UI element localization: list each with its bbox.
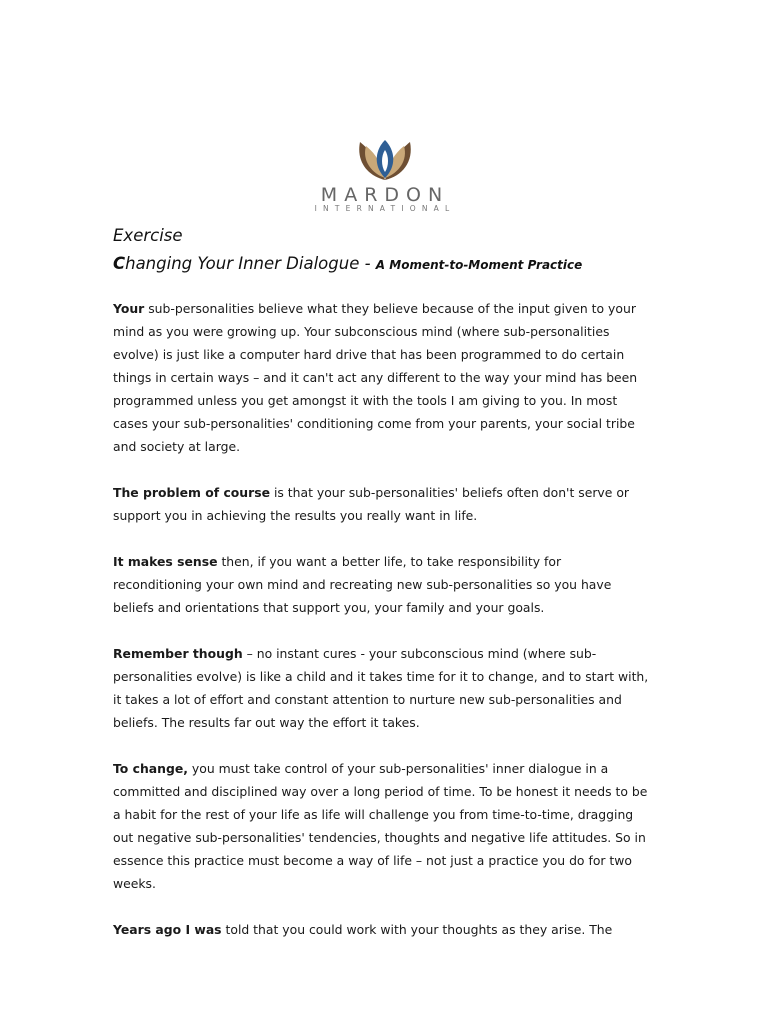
paragraph bbox=[113, 550, 653, 619]
page-title bbox=[113, 254, 653, 273]
paragraph-lead: The problem of course bbox=[113, 485, 271, 500]
paragraph-lead: It makes sense bbox=[113, 554, 218, 569]
mardon-emblem-icon bbox=[298, 136, 472, 184]
document-body bbox=[113, 226, 653, 964]
title-first-letter: C bbox=[113, 254, 126, 273]
logo-subtitle: INTERNATIONAL bbox=[314, 204, 456, 213]
paragraph-text: sub-personalities believe what they believe because of the input given to your mind as you were growing up. Your subconscious mind (where sub-personalities evolve) is just like a computer hard drive that has been programmed to do certain things in certain ways – and it can't act any different to the way your mind has been programmed unless you get amongst it with the tools I am giving to you. In most cases your sub-personalities' conditioning come from your parents, your social tribe and society at large. bbox=[113, 301, 638, 454]
paragraph bbox=[113, 757, 653, 895]
paragraph-text: you must take control of your sub-personalities' inner dialogue in a committed and disciplined way over a long period of time. To be honest it needs to be a habit for the rest of your life as life will challenge you from time-to-time, dragging out negative sub-personalities' tendencies, thoughts and negative life attitudes. So in essence this practice must become a way of life – not just a practice you do for two weeks. bbox=[113, 761, 648, 891]
paragraph-lead: Your bbox=[113, 301, 145, 316]
paragraph-lead: Remember though bbox=[113, 646, 243, 661]
title-subtitle: A Moment-to-Moment Practice bbox=[375, 258, 583, 272]
logo-wordmark: MARDON bbox=[320, 184, 450, 206]
title-text: hanging Your Inner Dialogue - bbox=[125, 254, 371, 273]
paragraph-text: told that you could work with your thoughts as they arise. The bbox=[221, 922, 613, 937]
paragraph-text: is that your sub-personalities' beliefs often don't serve or support you in achieving the results you really want in life. bbox=[113, 485, 630, 523]
paragraph-text: – no instant cures - your subconscious mind (where sub-personalities evolve) is like a child and it takes time for it to change, and to start with, it takes a lot of effort and constant attention to nurture new sub-personalities and beliefs. The results far out way the effort it takes. bbox=[113, 646, 649, 730]
paragraph-text: then, if you want a better life, to take responsibility for reconditioning your own mind and recreating new sub-personalities so you have beliefs and orientations that support you, your family and your goals. bbox=[113, 554, 612, 615]
paragraph-lead: Years ago I was bbox=[113, 922, 222, 937]
mardon-logo bbox=[298, 136, 472, 220]
exercise-label: Exercise bbox=[113, 226, 183, 245]
paragraph bbox=[113, 297, 653, 458]
paragraph-lead: To change, bbox=[113, 761, 188, 776]
paragraph bbox=[113, 642, 653, 734]
paragraph bbox=[113, 481, 653, 527]
paragraph bbox=[113, 918, 653, 941]
